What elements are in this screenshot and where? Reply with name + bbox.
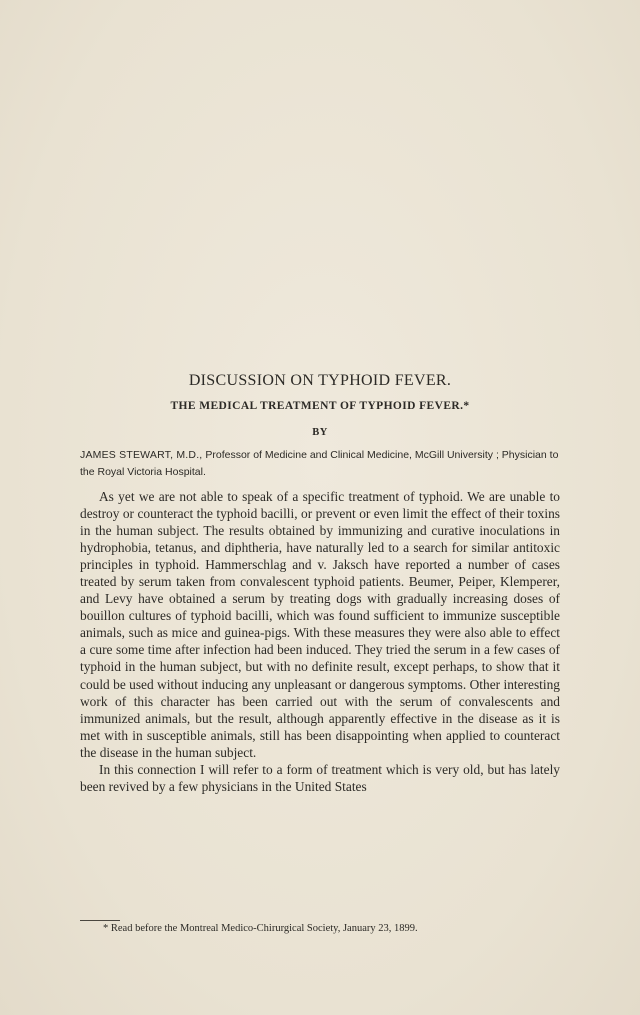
body-paragraph: As yet we are not able to speak of a specific treatment of typhoid. We are unable to destroy or counteract the typhoid bacilli, or prevent or even limit the effect of their toxins in the human subject. The results obtained by immunizing and curative inoculations in hydrophobia, tetanus, and diphtheria, have naturally led to a search for similar antitoxic principles in typhoid. Hammerschlag and v. Jaksch have reported a number of cases treated by serum taken from convalescent typhoid patients. Beumer, Peiper, Klemperer, and Levy have obtained a serum by treating dogs with gradually increasing doses of bouillon cultures of typhoid bacilli, which was found sufficient to immunize susceptible animals, such as mice and guinea-pigs. With these measures they were also able to effect a cure some time after infection had been induced. They tried the serum in a few cases of typhoid in the human subject, but with no definite result, except perhaps, to show that it could be used without inducing any unpleasant or dangerous symptoms. Other interesting work of this character has been carried out with the serum of convalescents and immunized animals, but the result, although apparently effective in the disease as it is met with in susceptible animals, still has been disappointing when applied to counteract the disease in the human subject. [80,489,560,760]
footnote-divider [80,920,120,921]
byline-label: BY [312,427,328,438]
author-name: JAMES STEWART, M.D., [80,449,203,461]
article-subtitle: THE MEDICAL TREATMENT OF TYPHOID FEVER.* [170,400,470,412]
footnote: * Read before the Montreal Medico-Chirurgical Society, January 23, 1899. [103,923,418,934]
article-title: DISCUSSION ON TYPHOID FEVER. [188,372,452,389]
author-block [80,447,560,481]
body-paragraph: In this connection I will refer to a form of treatment which is very old, but has lately been revived by a few physicians in the United States [80,761,560,794]
author-affiliation: Professor of Medicine and Clinical Medicine, McGill University ; Physician to the Royal Victoria Hospital. [80,449,559,478]
article-body [80,488,560,795]
